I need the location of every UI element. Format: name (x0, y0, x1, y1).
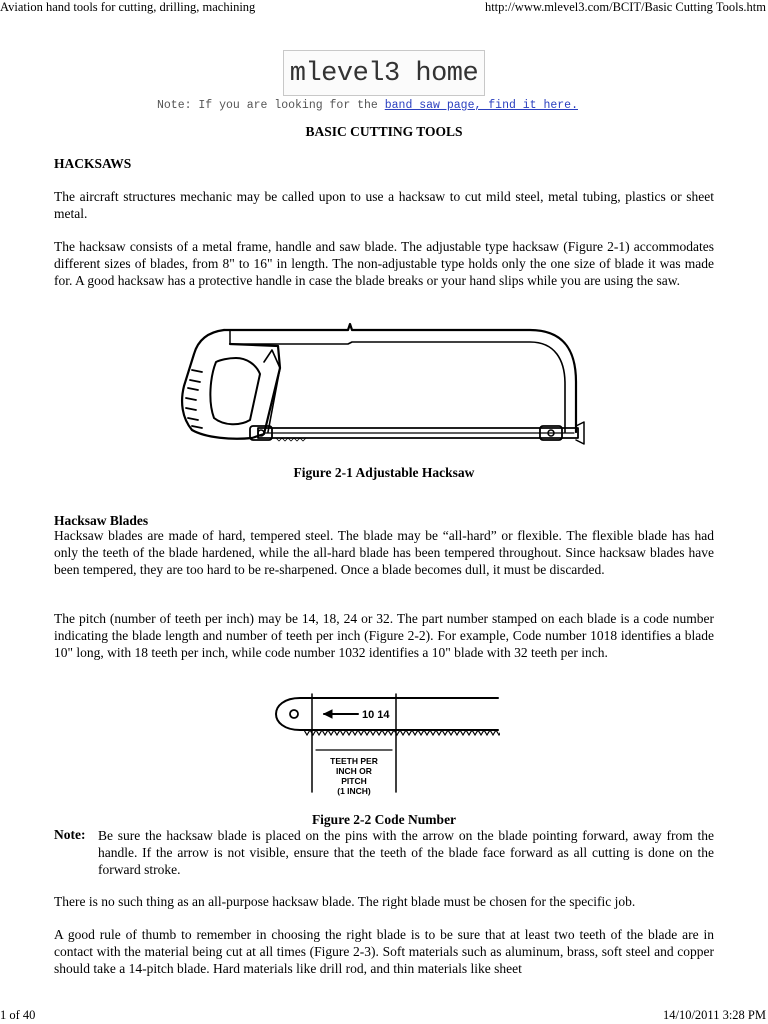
paragraph-frame: The hacksaw consists of a metal frame, handle and saw blade. The adjustable type hacksaw (Figure 2-1) accommodates different sizes of blades, from 8" to 16" in length. The non-adjustable type holds only the one size of blade it was made for. A good hacksaw has a protective handle in case the blade breaks or your hand slips while you are using the saw. (54, 239, 714, 288)
print-header-title: Aviation hand tools for cutting, drilling, machining (0, 0, 256, 14)
page-title: BASIC CUTTING TOOLS (305, 124, 463, 139)
figure-2-2-caption: Figure 2-2 Code Number (311, 812, 457, 827)
adjustable-hacksaw-illustration (180, 322, 588, 450)
blade-label-line-3: PITCH (341, 776, 367, 786)
paragraph-pitch: The pitch (number of teeth per inch) may be 14, 18, 24 or 32. The part number stamped on each blade is a code number indicating the blade length and number of teeth per inch (Figure 2-2). For example, Code number 1018 identifies a blade 10" long, with 18 teeth per inch, while code number 1032 identifies a 10" blade with 32 teeth per inch. (54, 611, 714, 660)
note-label: Note: (54, 827, 86, 842)
paragraph-blades: Hacksaw blades are made of hard, tempered steel. The blade may be “all-hard” or flexible. The flexible blade has had only the teeth of the blade hardened, while the all-hard blade has been tempered throughout. Since hacksaw blades have been tempered, they are too hard to be re-sharpened. Once a blade becomes dull, it must be discarded. (54, 528, 714, 577)
band-saw-note (157, 99, 578, 112)
blade-label-line-1: TEETH PER (330, 756, 378, 766)
band-saw-link[interactable]: band saw page, find it here. (384, 99, 578, 112)
page-counter: 1 of 40 (0, 1008, 36, 1022)
blade-label-line-2: INCH OR (336, 766, 372, 776)
print-timestamp: 14/10/2011 3:28 PM (662, 1008, 766, 1022)
band-saw-note-prefix: Note: If you are looking for the (157, 99, 385, 112)
paragraph-all-purpose: There is no such thing as an all-purpose hacksaw blade. The right blade must be chosen for the specific job. (54, 894, 636, 909)
blade-code-number-illustration (272, 692, 500, 804)
blade-label-line-4: (1 INCH) (337, 786, 371, 796)
section-heading-hacksaw-blades: Hacksaw Blades (54, 513, 149, 528)
note-text: Be sure the hacksaw blade is placed on the pins with the arrow on the blade pointing forward, away from the handle. If the arrow is not visible, ensure that the teeth of the blade face forward as all cutting is done on the forward stroke. (98, 828, 714, 877)
section-heading-hacksaws: HACKSAWS (54, 156, 132, 171)
paragraph-intro: The aircraft structures mechanic may be called upon to use a hacksaw to cut mild steel, metal tubing, plastics or sheet metal. (54, 189, 714, 221)
home-logo-link[interactable]: mlevel3 home (283, 50, 485, 96)
print-header-url: http://www.mlevel3.com/BCIT/Basic Cutting Tools.htm (484, 0, 766, 14)
paragraph-rule-of-thumb: A good rule of thumb to remember in choosing the right blade is to be sure that at least two teeth of the blade are in contact with the material being cut at all times (Figure 2-3). Soft materials such as aluminum, brass, soft steel and copper should take a 14-pitch blade. Hard materials like drill rod, and thin materials like sheet (54, 927, 714, 976)
blade-code-label: 10 14 (362, 709, 390, 721)
figure-2-1-caption: Figure 2-1 Adjustable Hacksaw (293, 465, 475, 480)
